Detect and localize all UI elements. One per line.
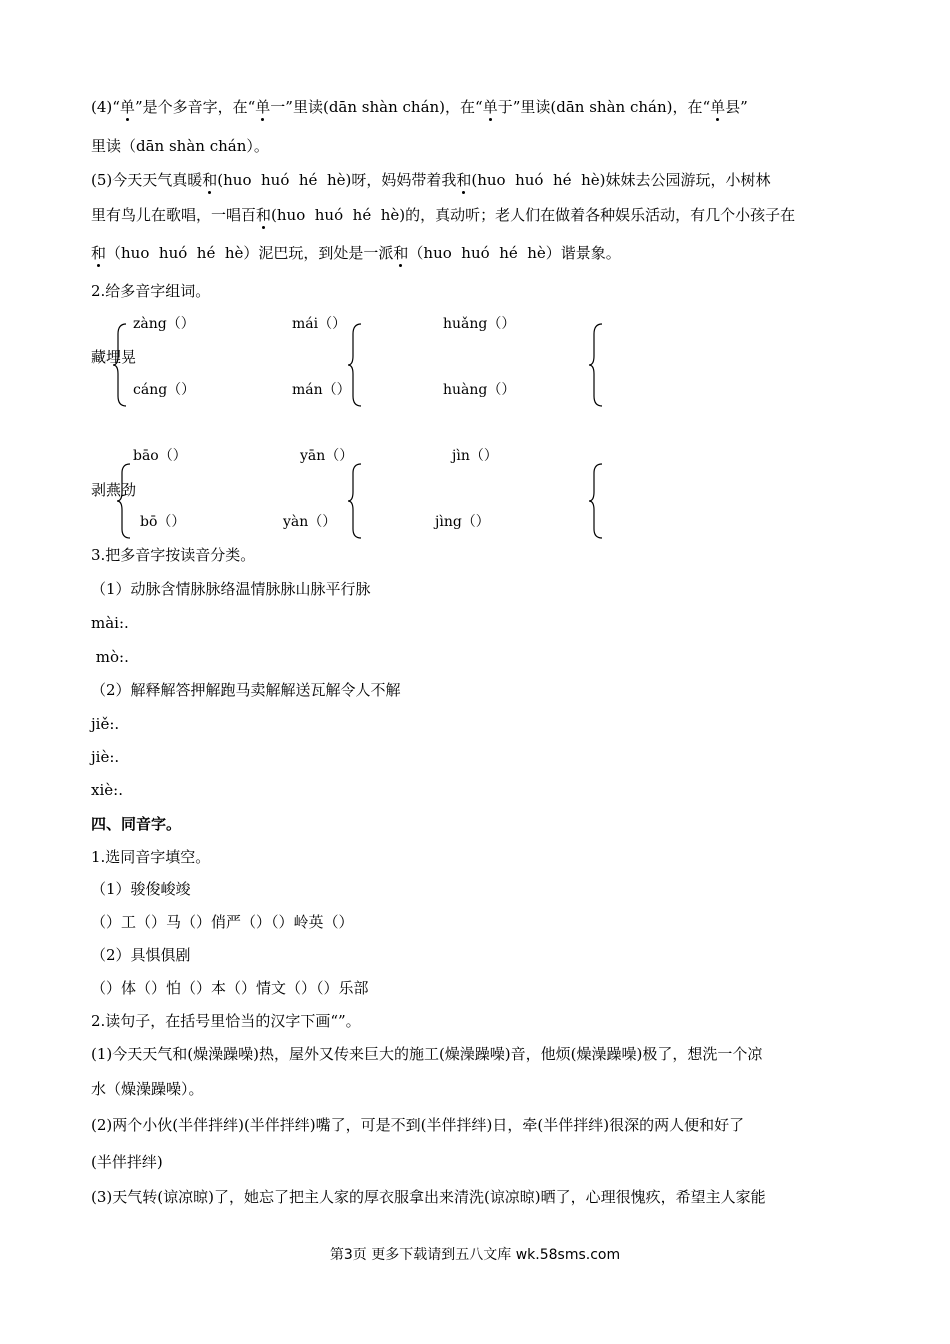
s4-q1a-blank: （）工（）马（）俏严（）（）岭英（） <box>91 913 354 931</box>
pinyin-mai: mái（） <box>292 316 347 332</box>
s4-heading: 四、同音字。 <box>91 815 182 833</box>
q4-dan-4: 单 <box>710 98 726 116</box>
s4-q1b: （2）具惧俱剧 <box>91 946 191 964</box>
brace-1c <box>588 322 604 408</box>
s4-q2-1b: 水（燥澡躁噪）。 <box>91 1080 204 1098</box>
s3-p2: （2）解释解答押解跑马卖解解送瓦解令人不解 <box>91 681 401 699</box>
pinyin-jing: jìng（） <box>435 514 490 530</box>
s3-p1: （1）动脉含情脉脉络温情脉脉山脉平行脉 <box>91 580 371 598</box>
brace-1a <box>112 322 128 408</box>
pinyin-yan1: yān（） <box>300 448 354 464</box>
s4-q2-2a: (2)两个小伙(半伴拌绊)(半伴拌绊)嘴了，可是不到(半伴拌绊)日，牵(半伴拌绊)很深的两人便和好了 <box>91 1116 745 1134</box>
q4-dan-2: 单 <box>255 98 271 116</box>
s2-title: 2.给多音字组词。 <box>91 282 211 300</box>
s4-q2-2b: (半伴拌绊) <box>91 1153 163 1171</box>
s3-jie4: jiè:. <box>91 748 120 766</box>
s3-mo: mò:. <box>91 648 129 666</box>
pinyin-bo: bō（） <box>140 514 186 530</box>
q5-line1: (5)今天天气真暖和(huo huó hé hè)呀，妈妈带着我和(huo huó hé hè)妹妹去公园游玩，小树林 <box>91 171 771 189</box>
brace-1b <box>347 322 363 408</box>
s4-q2-3: (3)天气转(谅凉晾)了，她忘了把主人家的厚衣服拿出来清洗(谅凉晾)晒了，心理很愧疚，希望主人家能 <box>91 1188 766 1206</box>
s3-jie3: jiě:. <box>91 715 120 733</box>
q4-dan-3: 单 <box>482 98 498 116</box>
s4-q1a: （1）骏俊峻竣 <box>91 880 191 898</box>
q4-dan-1: 单 <box>119 98 135 116</box>
brace-2a <box>116 462 132 540</box>
q4-line1: (4)“单”是个多音字，在“单一”里读(dān shàn chán)，在“单于”里读(dān shàn chán)，在“单县” <box>91 98 748 116</box>
brace-2b <box>347 462 363 540</box>
q5-line2: 里有鸟儿在歌唱，一唱百和(huo huó hé hè)的，真动听；老人们在做着各种娱乐活动，有几个小孩子在 <box>91 206 796 224</box>
pinyin-huang3: huǎng（） <box>443 316 516 332</box>
pinyin-man: mán（） <box>292 382 351 398</box>
s3-title: 3.把多音字按读音分类。 <box>91 546 256 564</box>
s4-q1b-blank: （）体（）怕（）本（）情文（）（）乐部 <box>91 979 369 997</box>
s4-q2-1a: (1)今天天气和(燥澡躁噪)热，屋外又传来巨大的施工(燥澡躁噪)音，他烦(燥澡躁噪)极了，想洗一个凉 <box>91 1045 763 1063</box>
pinyin-yan4: yàn（） <box>283 514 337 530</box>
chars-row1: 藏埋晃 <box>91 348 137 366</box>
page-footer: 第3页 更多下载请到五八文库 wk.58sms.com <box>329 1247 621 1263</box>
pinyin-jin: jìn（） <box>452 448 498 464</box>
chars-row2: 剥燕劲 <box>91 481 137 499</box>
brace-2c <box>588 462 604 540</box>
pinyin-cang: cáng（） <box>133 382 196 398</box>
s3-xie4: xiè:. <box>91 781 123 799</box>
q5-line3: 和（huo huó hé hè）泥巴玩，到处是一派和（huo huó hé hè）谐景象。 <box>91 244 621 262</box>
pinyin-zang: zàng（） <box>133 316 195 332</box>
s4-q1: 1.选同音字填空。 <box>91 848 211 866</box>
pinyin-bao: bāo（） <box>133 448 187 464</box>
s3-mai: mài:. <box>91 614 129 632</box>
pinyin-huang4: huàng（） <box>443 382 516 398</box>
q4-line2: 里读（dān shàn chán）。 <box>91 137 269 155</box>
s4-q2: 2.读句子，在括号里恰当的汉字下画“”。 <box>91 1012 361 1030</box>
